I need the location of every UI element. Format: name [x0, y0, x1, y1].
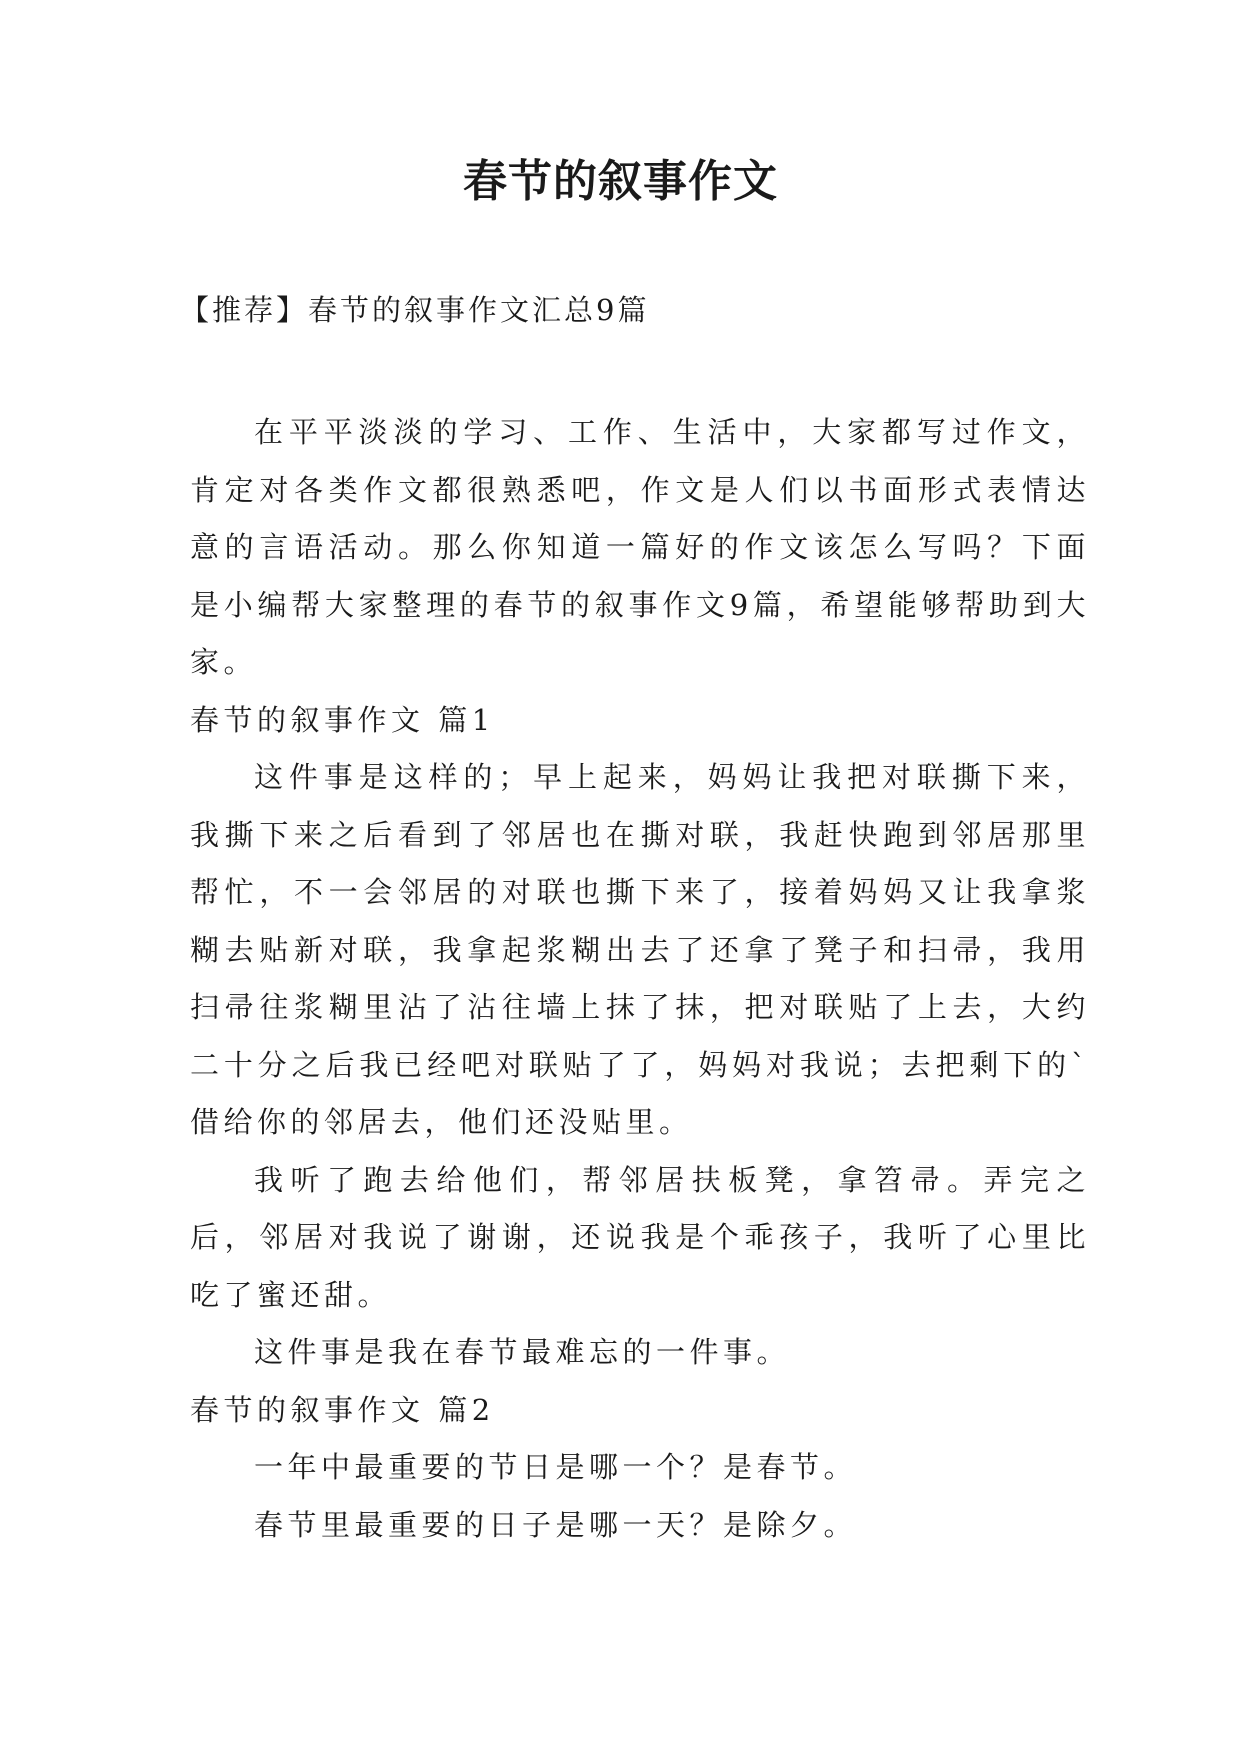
section2-paragraph: 一年中最重要的节日是哪一个？是春节。 [254, 1450, 858, 1484]
section-heading-2: 春节的叙事作文 篇2 [190, 1392, 495, 1427]
section1-paragraph: 我听了跑去给他们，帮邻居扶板凳，拿笤帚。弄完之后，邻居对我说了谢谢，还说我是个乖孩子，我听了心里比吃了蜜还甜。 [190, 1162, 1090, 1312]
section1-paragraph: 这件事是这样的；早上起来，妈妈让我把对联撕下来，我撕下来之后看到了邻居也在撕对联，我赶快跑到邻居那里帮忙，不一会邻居的对联也撕下来了，接着妈妈又让我拿浆糊去贴新对联，我拿起浆糊出去了还拿了凳子和扫帚，我用扫帚往浆糊里沾了沾往墙上抹了抹，把对联贴了上去，大约二十分之后我已经吧对联贴了了，妈妈对我说；去把剩下的`借给你的邻居去，他们还没贴里。 [190, 760, 1090, 1139]
section-heading-1: 春节的叙事作文 篇1 [190, 702, 495, 737]
intro-paragraph: 在平平淡淡的学习、工作、生活中，大家都写过作文，肯定对各类作文都很熟悉吧，作文是人们以书面形式表情达意的言语活动。那么你知道一篇好的作文该怎么写吗？下面是小编帮大家整理的春节的叙事作文9篇，希望能够帮助到大家。 [190, 415, 1090, 679]
document-body [190, 404, 1090, 1554]
document-subtitle: 【推荐】春节的叙事作文汇总9篇 [180, 293, 650, 327]
document-title: 春节的叙事作文 [463, 156, 778, 207]
section2-paragraph: 春节里最重要的日子是哪一天？是除夕。 [254, 1507, 858, 1542]
section1-paragraph: 这件事是我在春节最难忘的一件事。 [254, 1335, 791, 1369]
